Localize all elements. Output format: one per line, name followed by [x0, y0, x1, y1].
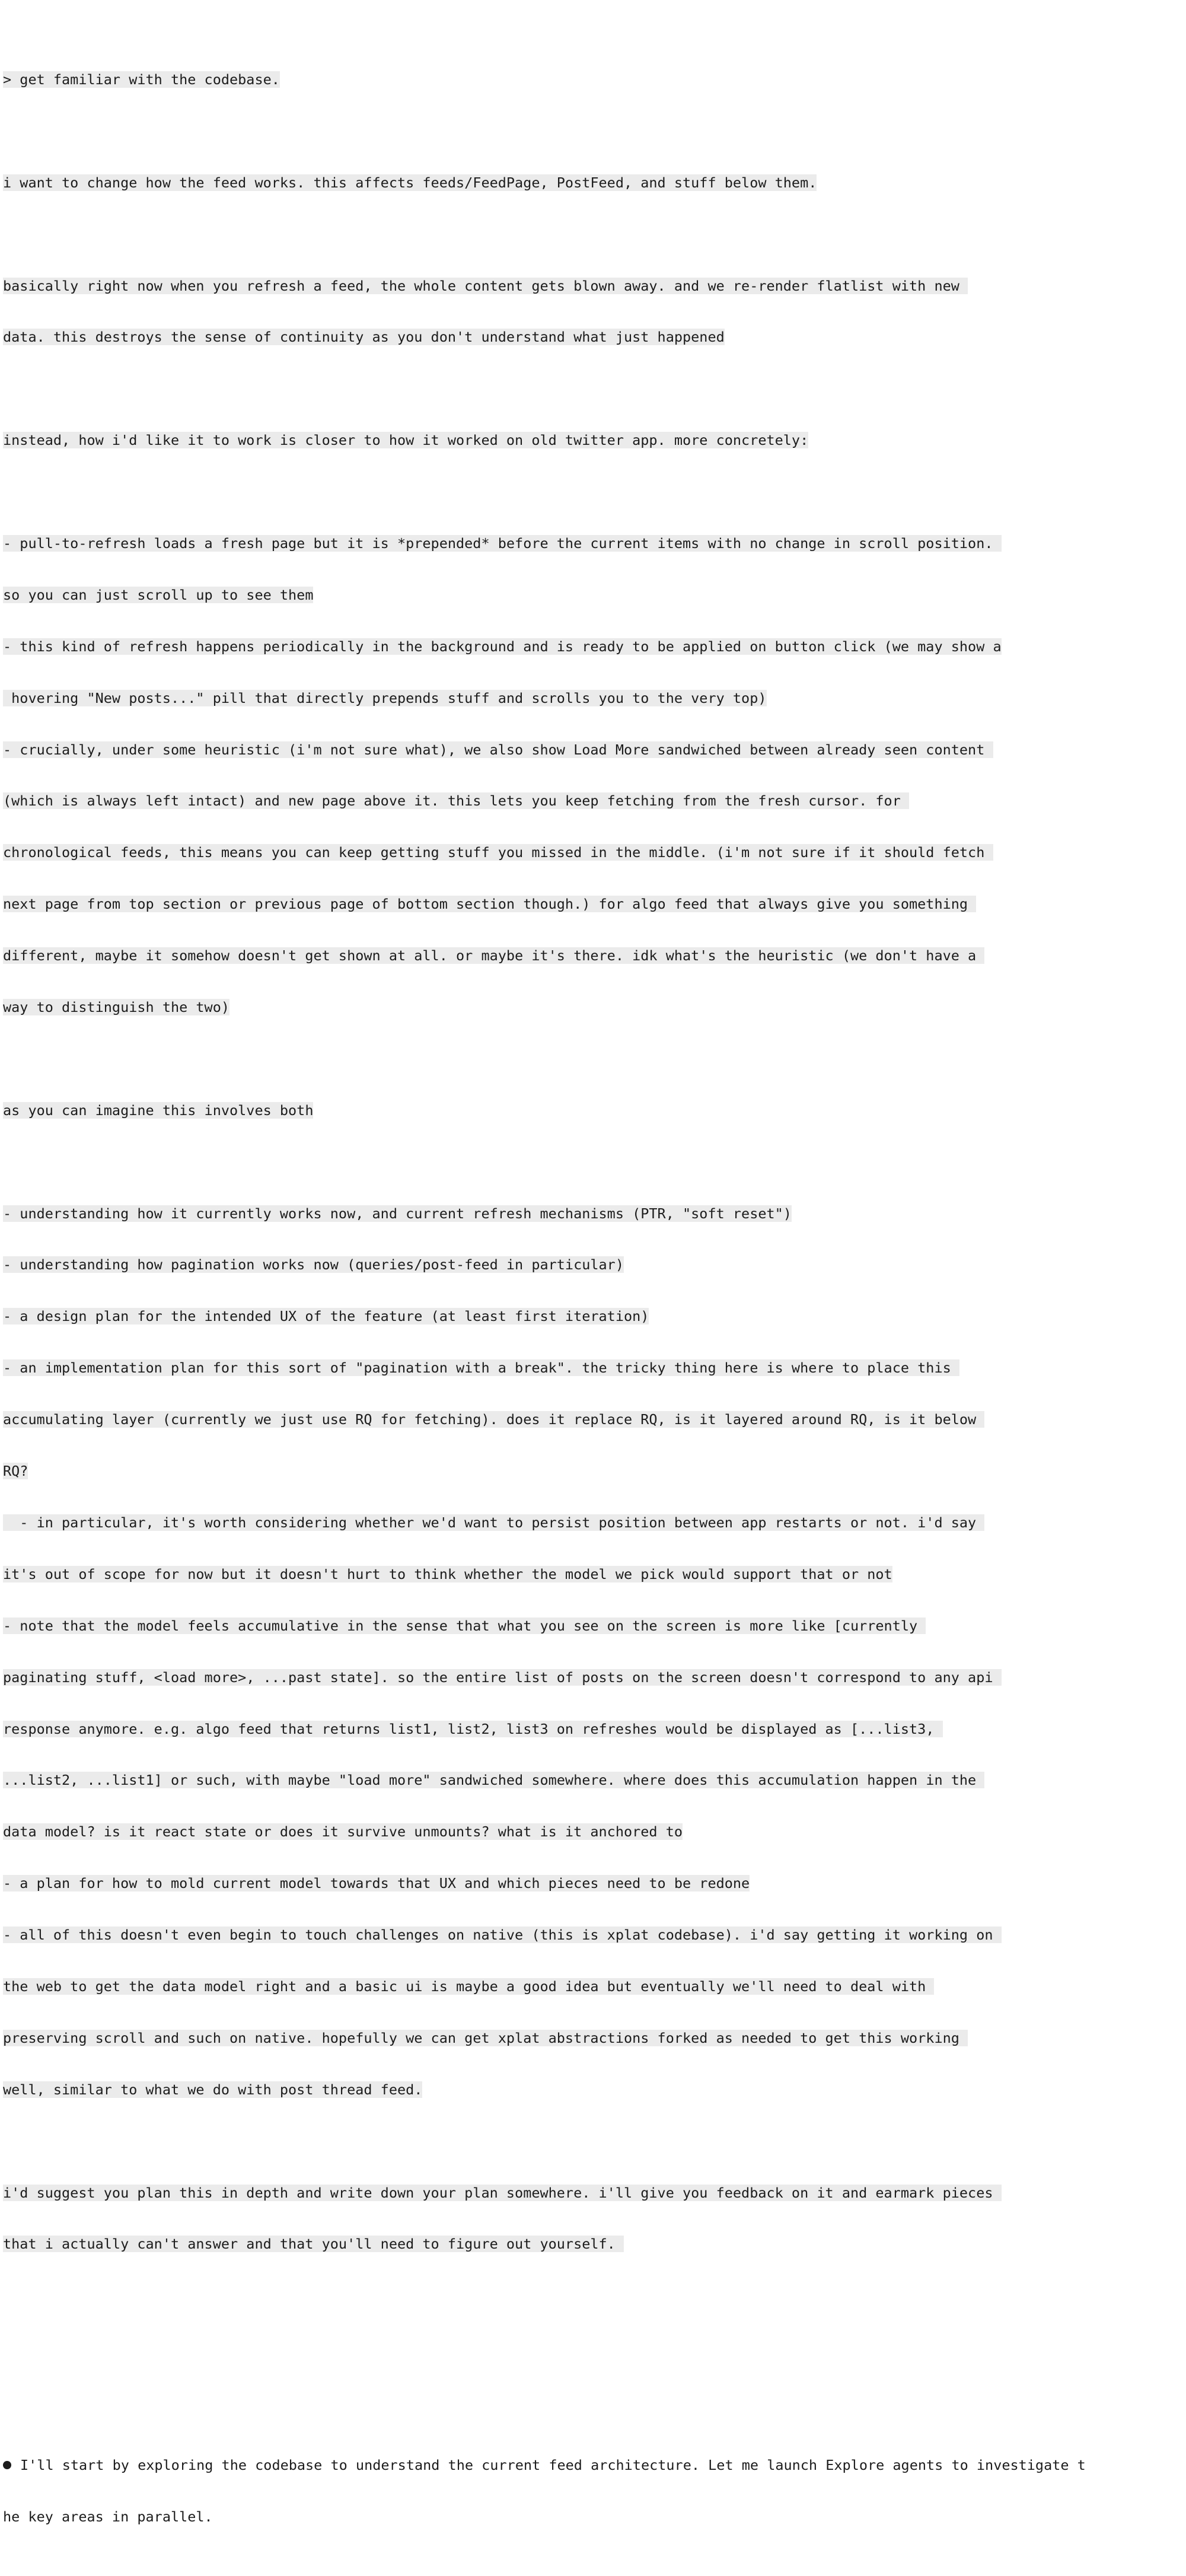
prompt-line — [3, 2287, 1086, 2305]
prompt-line-text: paginating stuff, <load more>, ...past state]. so the entire list of posts on the screen doesn't correspond to any api — [3, 1668, 1002, 1686]
prompt-line-text: hovering "New posts..." pill that directly prepends stuff and scrolls you to the very top) — [3, 689, 767, 706]
prompt-line — [3, 277, 1086, 295]
prompt-line — [3, 483, 1086, 501]
prompt-line-text: as you can imagine this involves both — [3, 1101, 314, 1119]
prompt-line-text: chronological feeds, this means you can keep getting stuff you missed in the middle. (i'm not sure if it should fetch — [3, 844, 993, 861]
prompt-line — [3, 2029, 1086, 2048]
prompt-line — [3, 2132, 1086, 2151]
prompt-line — [3, 1565, 1086, 1584]
prompt-line — [3, 1462, 1086, 1480]
prompt-line — [3, 1771, 1086, 1789]
prompt-line — [3, 638, 1086, 656]
prompt-line — [3, 792, 1086, 810]
prompt-line — [3, 1668, 1086, 1687]
prompt-line-text: - understanding how it currently works now, and current refresh mechanisms (PTR, "soft reset") — [3, 1205, 792, 1222]
prompt-line-text: instead, how i'd like it to work is closer to how it worked on old twitter app. more concretely: — [3, 432, 809, 449]
prompt-line-text: RQ? — [3, 1463, 28, 1480]
prompt-line — [3, 1205, 1086, 1223]
prompt-line — [3, 122, 1086, 141]
prompt-line-text: - crucially, under some heuristic (i'm not sure what), we also show Load More sandwiched between already seen content — [3, 741, 993, 758]
prompt-line — [3, 741, 1086, 759]
prompt-line-text: the web to get the data model right and a basic ui is maybe a good idea but eventually we'll need to deal with — [3, 1978, 935, 1995]
prompt-line-text: preserving scroll and such on native. hopefully we can get xplat abstractions forked as needed to get this working — [3, 2029, 968, 2046]
user-prompt-block — [3, 37, 1086, 2338]
spacer-line — [3, 2371, 1086, 2390]
prompt-line-text: - an implementation plan for this sort of "pagination with a break". the tricky thing here is where to place this — [3, 1359, 959, 1377]
prompt-line — [3, 1926, 1086, 1944]
reply-line-text: I'll start by exploring the codebase to understand the current feed architecture. Let me launch Explore agents to investigate t — [20, 2457, 1086, 2474]
prompt-line — [3, 689, 1086, 708]
prompt-line — [3, 1617, 1086, 1635]
prompt-line-text: way to distinguish the two) — [3, 999, 230, 1016]
prompt-line — [3, 586, 1086, 604]
prompt-line-text: so you can just scroll up to see them — [3, 586, 314, 603]
prompt-line — [3, 1978, 1086, 1996]
prompt-line — [3, 1256, 1086, 1274]
prompt-line-text: - a plan for how to mold current model towards that UX and which pieces need to be redone — [3, 1875, 750, 1892]
prompt-line-text: ...list2, ...list1] or such, with maybe "load more" sandwiched somewhere. where does this accumulation happen in the — [3, 1772, 985, 1789]
prompt-line-text: i want to change how the feed works. this affects feeds/FeedPage, PostFeed, and stuff below them. — [3, 174, 817, 191]
prompt-line — [3, 534, 1086, 553]
prompt-line — [3, 998, 1086, 1017]
reply-line — [3, 2508, 1086, 2526]
prompt-line — [3, 1153, 1086, 1171]
prompt-line-text: well, similar to what we do with post thread feed. — [3, 2081, 423, 2098]
prompt-line — [3, 2235, 1086, 2253]
prompt-line-text: - all of this doesn't even begin to touch challenges on native (this is xplat codebase). i'd say getting it working on — [3, 1927, 1002, 1944]
prompt-line-text: - in particular, it's worth considering whether we'd want to persist position between app restarts or not. i'd say — [3, 1514, 985, 1531]
prompt-line — [3, 1410, 1086, 1429]
prompt-line — [3, 1101, 1086, 1120]
prompt-line-text: data. this destroys the sense of continuity as you don't understand what just happened — [3, 329, 725, 346]
prompt-line — [3, 1720, 1086, 1738]
prompt-line — [3, 1359, 1086, 1377]
prompt-line — [3, 431, 1086, 450]
prompt-line-text: next page from top section or previous page of bottom section though.) for algo feed that always give you something — [3, 896, 977, 913]
prompt-line — [3, 947, 1086, 965]
prompt-line-text: it's out of scope for now but it doesn't hurt to think whether the model we pick would support that or not — [3, 1565, 892, 1582]
prompt-line — [3, 174, 1086, 192]
prompt-line — [3, 1874, 1086, 1893]
prompt-line — [3, 328, 1086, 346]
prompt-line-text: (which is always left intact) and new page above it. this lets you keep fetching from the fresh cursor. for — [3, 792, 910, 810]
prompt-line-text: - understanding how pagination works now (queries/post-feed in particular) — [3, 1256, 624, 1273]
prompt-line-text: that i actually can't answer and that you'll need to figure out yourself. — [3, 2236, 624, 2253]
prompt-line-text: > get familiar with the codebase. — [3, 71, 280, 88]
prompt-line-text: accumulating layer (currently we just use RQ for fetching). does it replace RQ, is it layered around RQ, is it below — [3, 1411, 985, 1428]
prompt-line-text: different, maybe it somehow doesn't get shown at all. or maybe it's there. idk what's the heuristic (we don't have a — [3, 947, 985, 964]
prompt-line — [3, 225, 1086, 244]
prompt-line — [3, 1050, 1086, 1068]
prompt-line — [3, 895, 1086, 913]
prompt-line — [3, 1307, 1086, 1326]
prompt-line — [3, 843, 1086, 862]
prompt-line-text: - this kind of refresh happens periodically in the background and is ready to be applied on button click (we may show a — [3, 638, 1002, 655]
prompt-line — [3, 71, 1086, 89]
prompt-line-text: basically right now when you refresh a feed, the whole content gets blown away. and we re-render flatlist with new — [3, 277, 968, 294]
terminal-transcript — [3, 4, 1086, 2576]
prompt-line-text: - pull-to-refresh loads a fresh page but it is *prepended* before the current items with no change in scroll position. — [3, 535, 1002, 552]
prompt-line-text: - a design plan for the intended UX of the feature (at least first iteration) — [3, 1308, 649, 1325]
prompt-line — [3, 380, 1086, 398]
prompt-line-text: - note that the model feels accumulative in the sense that what you see on the screen is more like [currently — [3, 1617, 926, 1634]
prompt-line-text: response anymore. e.g. algo feed that returns list1, list2, list3 on refreshes would be displayed as [...list3, — [3, 1720, 943, 1737]
assistant-reply-block — [3, 2423, 1086, 2559]
prompt-line-text: i'd suggest you plan this in depth and write down your plan somewhere. i'll give you feedback on it and earmark pieces — [3, 2184, 1002, 2201]
prompt-line — [3, 1514, 1086, 1532]
prompt-line — [3, 1823, 1086, 1841]
filled-circle-bullet-icon — [3, 2461, 11, 2469]
reply-line — [3, 2456, 1086, 2475]
reply-line-text: he key areas in parallel. — [3, 2508, 213, 2525]
prompt-line — [3, 2081, 1086, 2099]
prompt-line — [3, 2184, 1086, 2202]
prompt-line-text: data model? is it react state or does it survive unmounts? what is it anchored to — [3, 1823, 683, 1841]
